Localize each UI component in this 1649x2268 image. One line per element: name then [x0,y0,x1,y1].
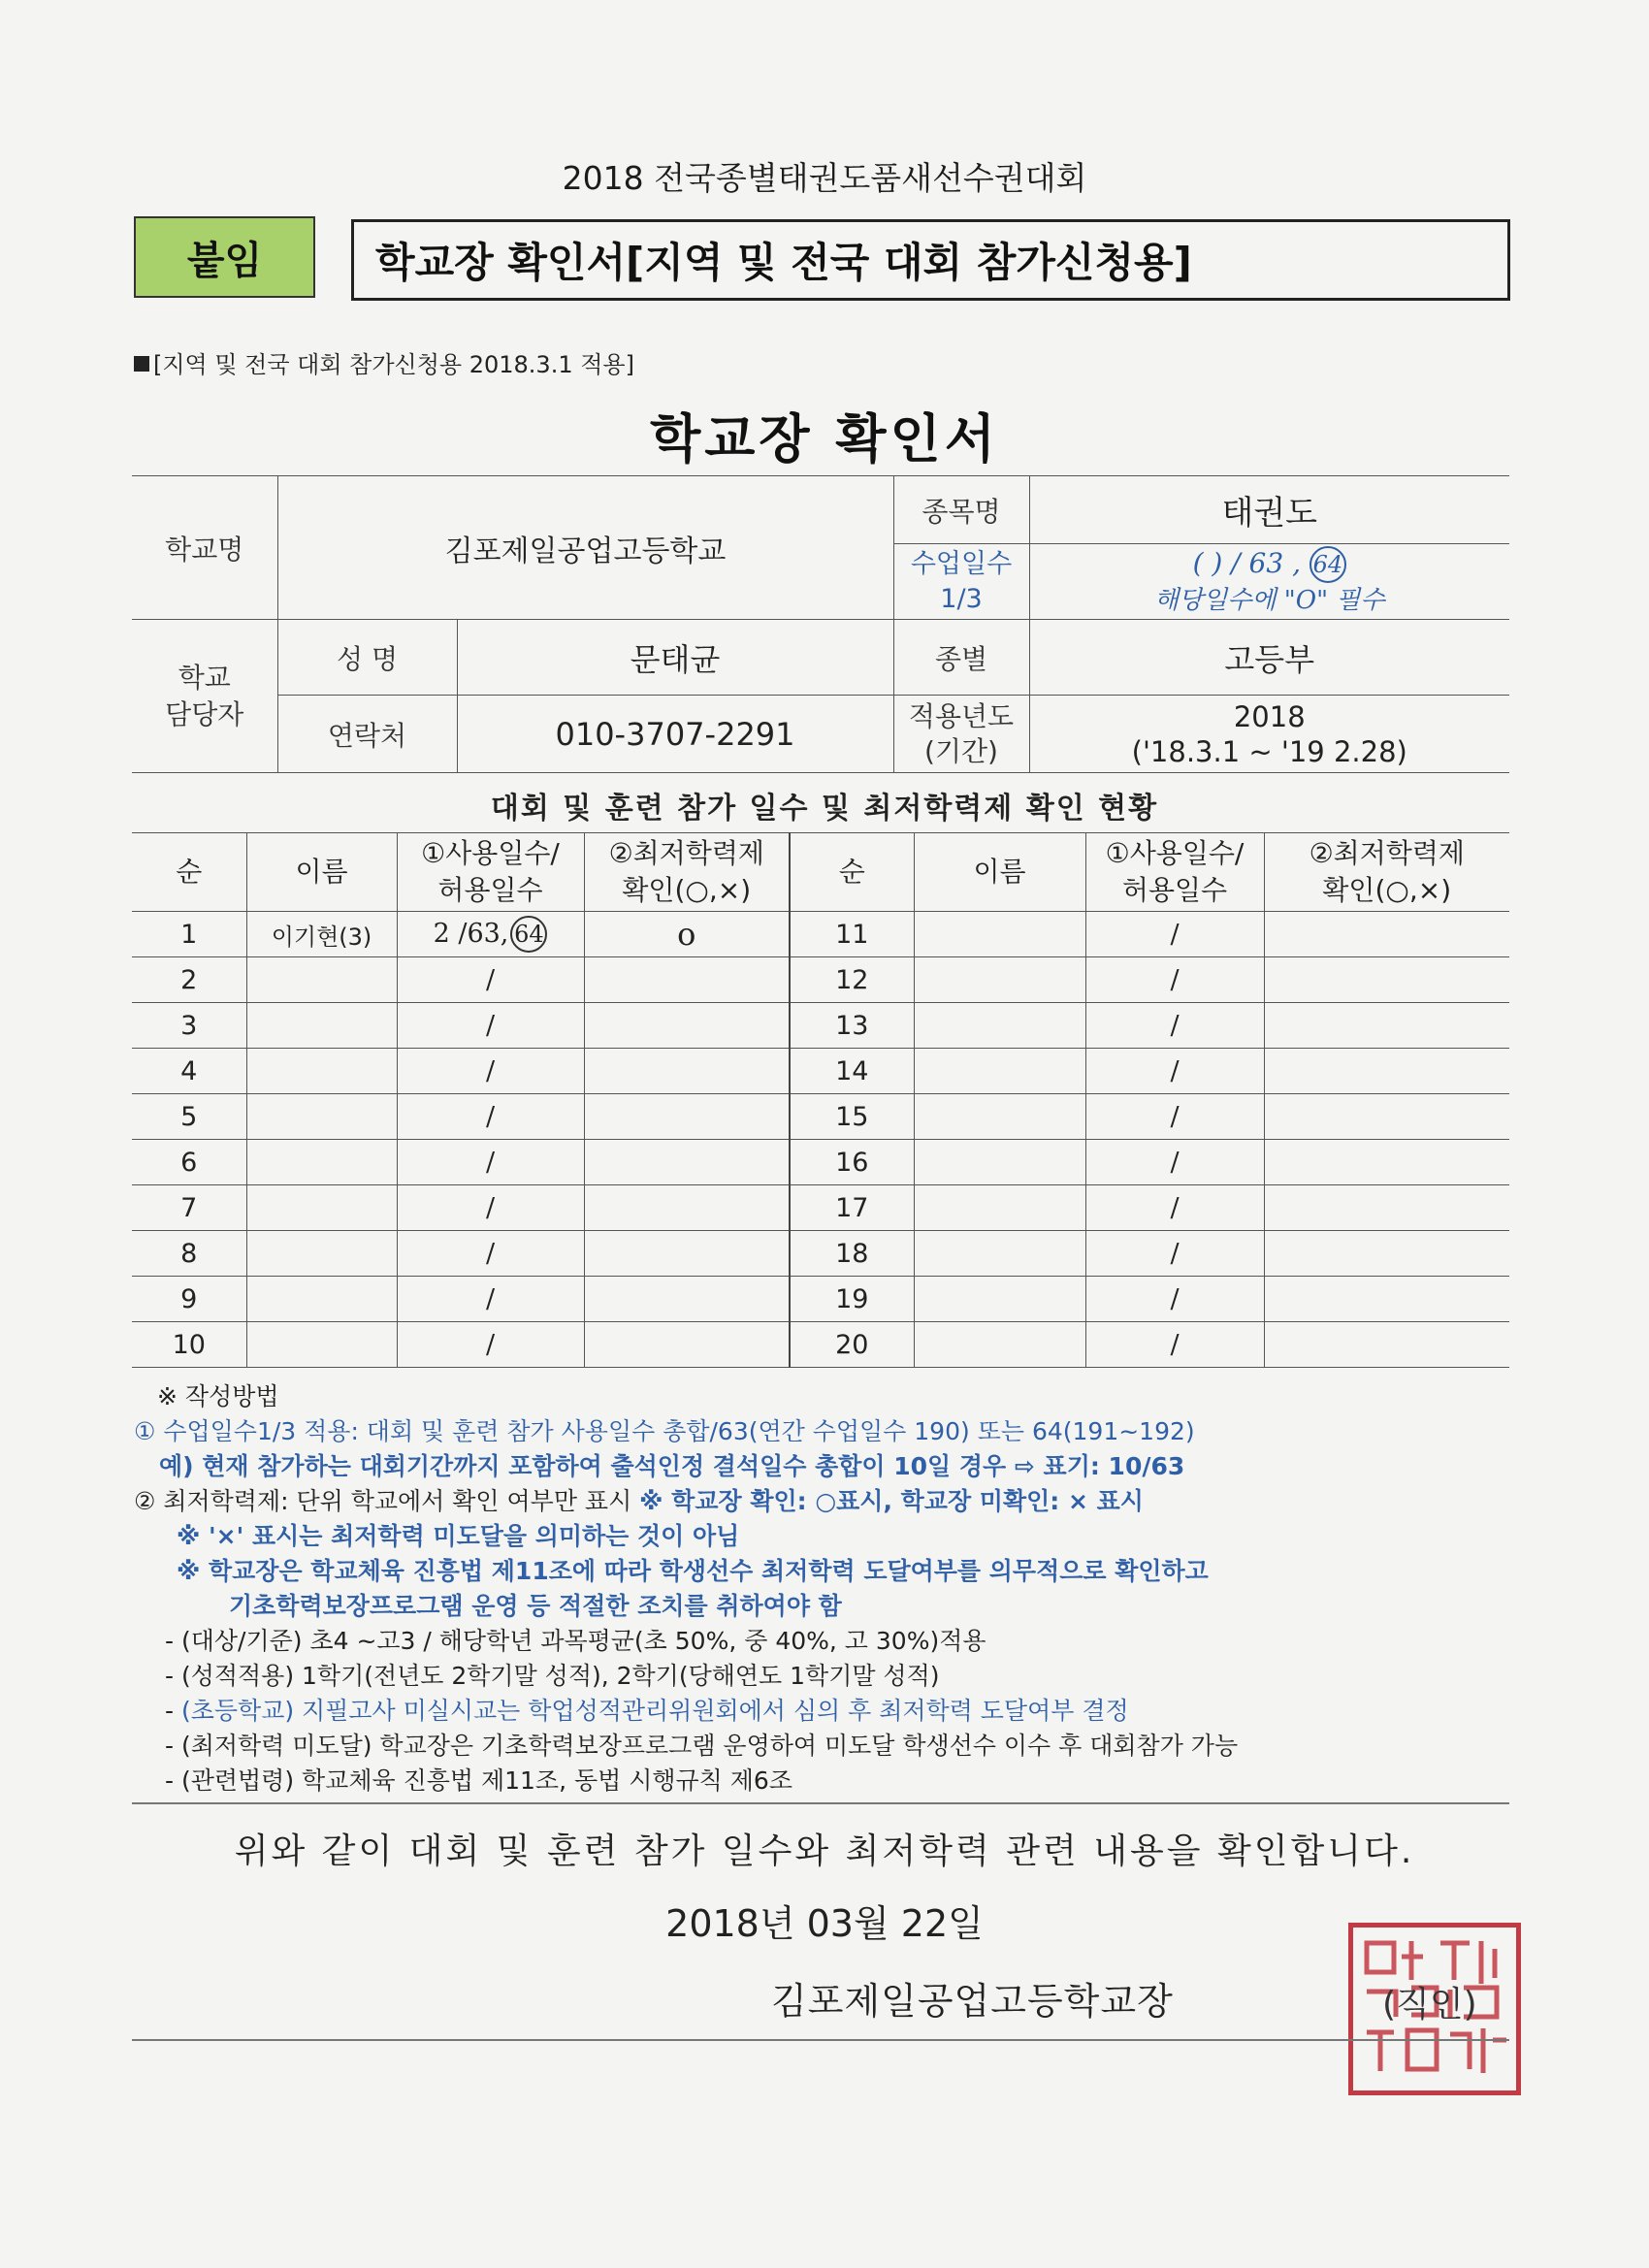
row-days-right-text: / [1170,1192,1180,1223]
principal-title: 김포제일공업고등학교장 [771,1980,1174,2023]
row-days-right-text: / [1170,964,1180,995]
note-2b: ※ '×' 표시는 최저학력 미도달을 의미하는 것이 아님 [177,1522,740,1550]
note-2a-blue: ※ 학교장 확인: ○표시, 학교장 미확인: × 표시 [639,1487,1144,1515]
table-row [132,957,1509,1003]
confirmation-statement: 위와 같이 대회 및 훈련 참가 일수와 최저학력 관련 내용을 확인합니다. [234,1831,1415,1871]
row-no-right-text: 19 [835,1283,869,1314]
row-no-right-text: 17 [835,1192,869,1223]
row-check [584,1322,790,1368]
row-days-right-text: / [1170,1055,1180,1086]
note-1a: ① 수업일수1/3 적용: 대회 및 훈련 참가 사용일수 총합/63(연간 수업일수 190) 또는 64(191~192) [134,1417,1195,1445]
row-no-right [790,1322,914,1368]
row-days-text: / [485,1192,496,1223]
row-no [132,957,246,1003]
attachment-badge: 붙임 [134,216,315,298]
row-no-right-text: 12 [835,964,869,995]
row-check [584,1140,790,1185]
row-no-right [790,1140,914,1185]
header-min-right-1: ②최저학력제 [1309,837,1465,869]
divider-bottom [132,2039,1509,2041]
manager-label-1: 학교 [178,661,231,694]
table-row [132,912,1509,957]
row-days [397,1185,584,1231]
row-days-right [1085,1003,1264,1049]
row-days-text: / [485,1010,496,1041]
header-min-right-2: 확인(○,×) [1322,874,1452,906]
year-label [893,696,1029,773]
row-no-text: 5 [180,1101,198,1132]
detail-3: (초등학교) 지필고사 미실시교는 학업성적관리위원회에서 심의 후 최저학력 도달여부 결정 [180,1697,1129,1725]
row-no [132,1140,246,1185]
manager-label [132,620,277,773]
note-2d: 기초학력보장프로그램 운영 등 적절한 조치를 취하여야 함 [229,1592,842,1620]
row-days-right [1085,1094,1264,1140]
participation-table [132,832,1509,1368]
sport-value: 태권도 [1029,476,1509,544]
row-check-right [1264,1140,1509,1185]
row-no [132,1322,246,1368]
year-value-text: 2018 [1233,699,1306,733]
row-days [397,1094,584,1140]
table-row [132,1277,1509,1322]
row-check [584,1277,790,1322]
row-no-text: 9 [180,1283,198,1314]
row-days-right [1085,1277,1264,1322]
row-no [132,1277,246,1322]
row-no-right [790,1231,914,1277]
row-check-right [1264,1185,1509,1231]
form-title: 학교장 확인서 [650,408,999,470]
notes-head: ※ 작성방법 [157,1382,279,1410]
class-days-note: 해당일수에 "O" 필수 [1153,585,1385,615]
period-value: ('18.3.1 ~ '19 2.28) [1131,734,1407,768]
row-name-text: 이기현(3) [271,923,372,951]
header-name-right: 이름 [914,833,1085,912]
detail-2: - (성적적용) 1학기(전년도 2학기말 성적), 2학기(당해연도 1학기말 성적) [165,1662,940,1690]
row-check [584,957,790,1003]
table-row [132,1003,1509,1049]
instructions [134,1379,1504,1798]
subnote-text: [지역 및 전국 대회 참가신청용 2018.3.1 적용] [153,351,634,378]
row-name [246,1322,397,1368]
table-row [132,1231,1509,1277]
row-no [132,912,246,957]
table-row [132,1094,1509,1140]
participation-rows [132,912,1509,1368]
detail-3-dash: - [165,1697,175,1725]
row-check-text: o [677,916,696,953]
manager-name: 문태균 [457,620,893,696]
row-check [584,1003,790,1049]
row-no-text: 1 [180,919,198,950]
row-name-right [914,1003,1085,1049]
name-label: 성 명 [277,620,457,696]
row-check-right [1264,1094,1509,1140]
row-no-right [790,1003,914,1049]
header-no-left: 순 [132,833,246,912]
row-no-right-text: 13 [835,1010,869,1041]
row-name [246,1231,397,1277]
row-no-right-text: 20 [835,1329,869,1360]
row-days-text: / [485,964,496,995]
row-check-right [1264,1049,1509,1094]
row-no-text: 6 [180,1147,198,1178]
subnote [134,345,634,379]
row-name-right [914,1322,1085,1368]
row-no-text: 7 [180,1192,198,1223]
detail-4: - (최저학력 미도달) 학교장은 기초학력보장프로그램 운영하여 미도달 학생선수 이수 후 대회참가 가능 [165,1732,1239,1760]
issue-date: 2018년 03월 22일 [665,1902,984,1945]
table-row [132,1185,1509,1231]
row-days-right-text: / [1170,1010,1180,1041]
row-no-right-text: 15 [835,1101,869,1132]
row-name-right [914,1277,1085,1322]
row-name [246,1185,397,1231]
row-days-right-text: / [1170,1147,1180,1178]
row-days-text: / [485,1055,496,1086]
header-name-left: 이름 [246,833,397,912]
header-days-left-1: ①사용일수/ [421,837,560,869]
manager-label-2: 담당자 [165,697,244,730]
row-days-text: / [485,1238,496,1269]
seal-label: (직인) [1382,1985,1477,2025]
row-no-right [790,1049,914,1094]
class-days-label-1: 수업일수 [910,548,1013,579]
row-name-right [914,912,1085,957]
row-check-right [1264,1322,1509,1368]
row-check [584,1231,790,1277]
row-days [397,957,584,1003]
row-name-right [914,1049,1085,1094]
row-days-text: / [485,1101,496,1132]
school-name: 김포제일공업고등학교 [277,476,893,620]
row-name [246,1049,397,1094]
row-days-text: 2 /63, [433,919,509,949]
row-name [246,1094,397,1140]
row-check [584,1185,790,1231]
row-no-right-text: 14 [835,1055,869,1086]
row-days [397,1322,584,1368]
row-days-right-text: / [1170,919,1180,950]
row-days-right [1085,1140,1264,1185]
class-days-circled: 64 [1310,546,1346,583]
row-days-right [1085,1231,1264,1277]
school-label: 학교명 [132,476,277,620]
row-name [246,912,397,957]
row-no-text: 3 [180,1010,198,1041]
row-name [246,1140,397,1185]
row-check-right [1264,1277,1509,1322]
header-days-left [397,833,584,912]
row-no-right [790,1185,914,1231]
note-1b: 예) 현재 참가하는 대회기간까지 포함하여 출석인정 결석일수 총합이 10일 경우 ⇨ 표기: 10/63 [159,1452,1185,1480]
year-value [1029,696,1509,773]
header-min-left-1: ②최저학력제 [608,837,764,869]
row-no [132,1185,246,1231]
row-no-right [790,912,914,957]
division-label: 종별 [893,620,1029,696]
class-days-text: ( ) / 63 , [1192,546,1301,579]
row-days-right [1085,1049,1264,1094]
row-no-right [790,1277,914,1322]
row-name [246,1277,397,1322]
divider-top [132,1802,1509,1804]
row-no [132,1003,246,1049]
school-info-table [132,475,1509,773]
division-value: 고등부 [1029,620,1509,696]
table-row [132,1049,1509,1094]
row-no-text: 4 [180,1055,198,1086]
header-no-right: 순 [790,833,914,912]
row-no-right [790,957,914,1003]
header-min-left [584,833,790,912]
note-2a-black: ② 최저학력제: 단위 학교에서 확인 여부만 표시 [134,1487,632,1515]
table-row [132,1322,1509,1368]
row-name-right [914,1094,1085,1140]
row-days [397,912,584,957]
row-no [132,1049,246,1094]
sport-label: 종목명 [893,476,1029,544]
row-name-right [914,1231,1085,1277]
row-days-right-text: / [1170,1329,1180,1360]
row-days-right-text: / [1170,1238,1180,1269]
document-heading: 학교장 확인서[지역 및 전국 대회 참가신청용] [351,219,1510,301]
row-days-right [1085,1185,1264,1231]
row-check [584,912,790,957]
row-days [397,1140,584,1185]
header-days-left-2: 허용일수 [437,874,543,906]
row-no [132,1231,246,1277]
row-no-right-text: 11 [835,919,869,950]
row-no-right-text: 16 [835,1147,869,1178]
row-days-text: / [485,1329,496,1360]
row-days-text: / [485,1147,496,1178]
row-name-right [914,957,1085,1003]
header-days-right [1085,833,1264,912]
detail-5: - (관련법령) 학교체육 진흥법 제11조, 동법 시행규칙 제6조 [165,1766,792,1795]
detail-1: - (대상/기준) 초4 ~고3 / 해당학년 과목평균(초 50%, 중 40%, 고 30%)적용 [165,1627,986,1655]
row-days-right-text: / [1170,1283,1180,1314]
header-days-right-1: ①사용일수/ [1105,837,1245,869]
row-check-right [1264,912,1509,957]
row-days-right-text: / [1170,1101,1180,1132]
row-no-right-text: 18 [835,1238,869,1269]
header-min-left-2: 확인(○,×) [622,874,752,906]
row-days [397,1277,584,1322]
section-title: 대회 및 훈련 참가 일수 및 최저학력제 확인 현황 [490,792,1159,826]
row-name [246,957,397,1003]
row-no [132,1094,246,1140]
row-check [584,1049,790,1094]
year-label-2: (기간) [924,734,998,767]
header-min-right [1264,833,1509,912]
row-name [246,1003,397,1049]
event-title: 2018 전국종별태권도품새선수권대회 [562,159,1087,197]
row-days-circled: 64 [510,916,547,953]
row-no-text: 8 [180,1238,198,1269]
table-row [132,1140,1509,1185]
row-days-right [1085,912,1264,957]
row-no-right [790,1094,914,1140]
year-label-1: 적용년도 [908,699,1015,732]
row-check-right [1264,1003,1509,1049]
contact-value: 010-3707-2291 [457,696,893,773]
contact-label: 연락처 [277,696,457,773]
square-bullet-icon [134,356,149,372]
row-name-right [914,1140,1085,1185]
row-check-right [1264,957,1509,1003]
row-days [397,1231,584,1277]
note-2c: ※ 학교장은 학교체육 진흥법 제11조에 따라 학생선수 최저학력 도달여부를 의무적으로 확인하고 [177,1557,1209,1585]
class-days-label [893,544,1029,620]
row-no-text: 2 [180,964,198,995]
row-days [397,1003,584,1049]
row-days [397,1049,584,1094]
row-check-right [1264,1231,1509,1277]
row-days-right [1085,1322,1264,1368]
row-days-right [1085,957,1264,1003]
row-days-text: / [485,1283,496,1314]
header-days-right-2: 허용일수 [1121,874,1228,906]
class-days-value [1029,544,1509,620]
row-name-right [914,1185,1085,1231]
row-check [584,1094,790,1140]
class-days-label-2: 1/3 [940,583,983,614]
row-no-text: 10 [172,1329,206,1360]
